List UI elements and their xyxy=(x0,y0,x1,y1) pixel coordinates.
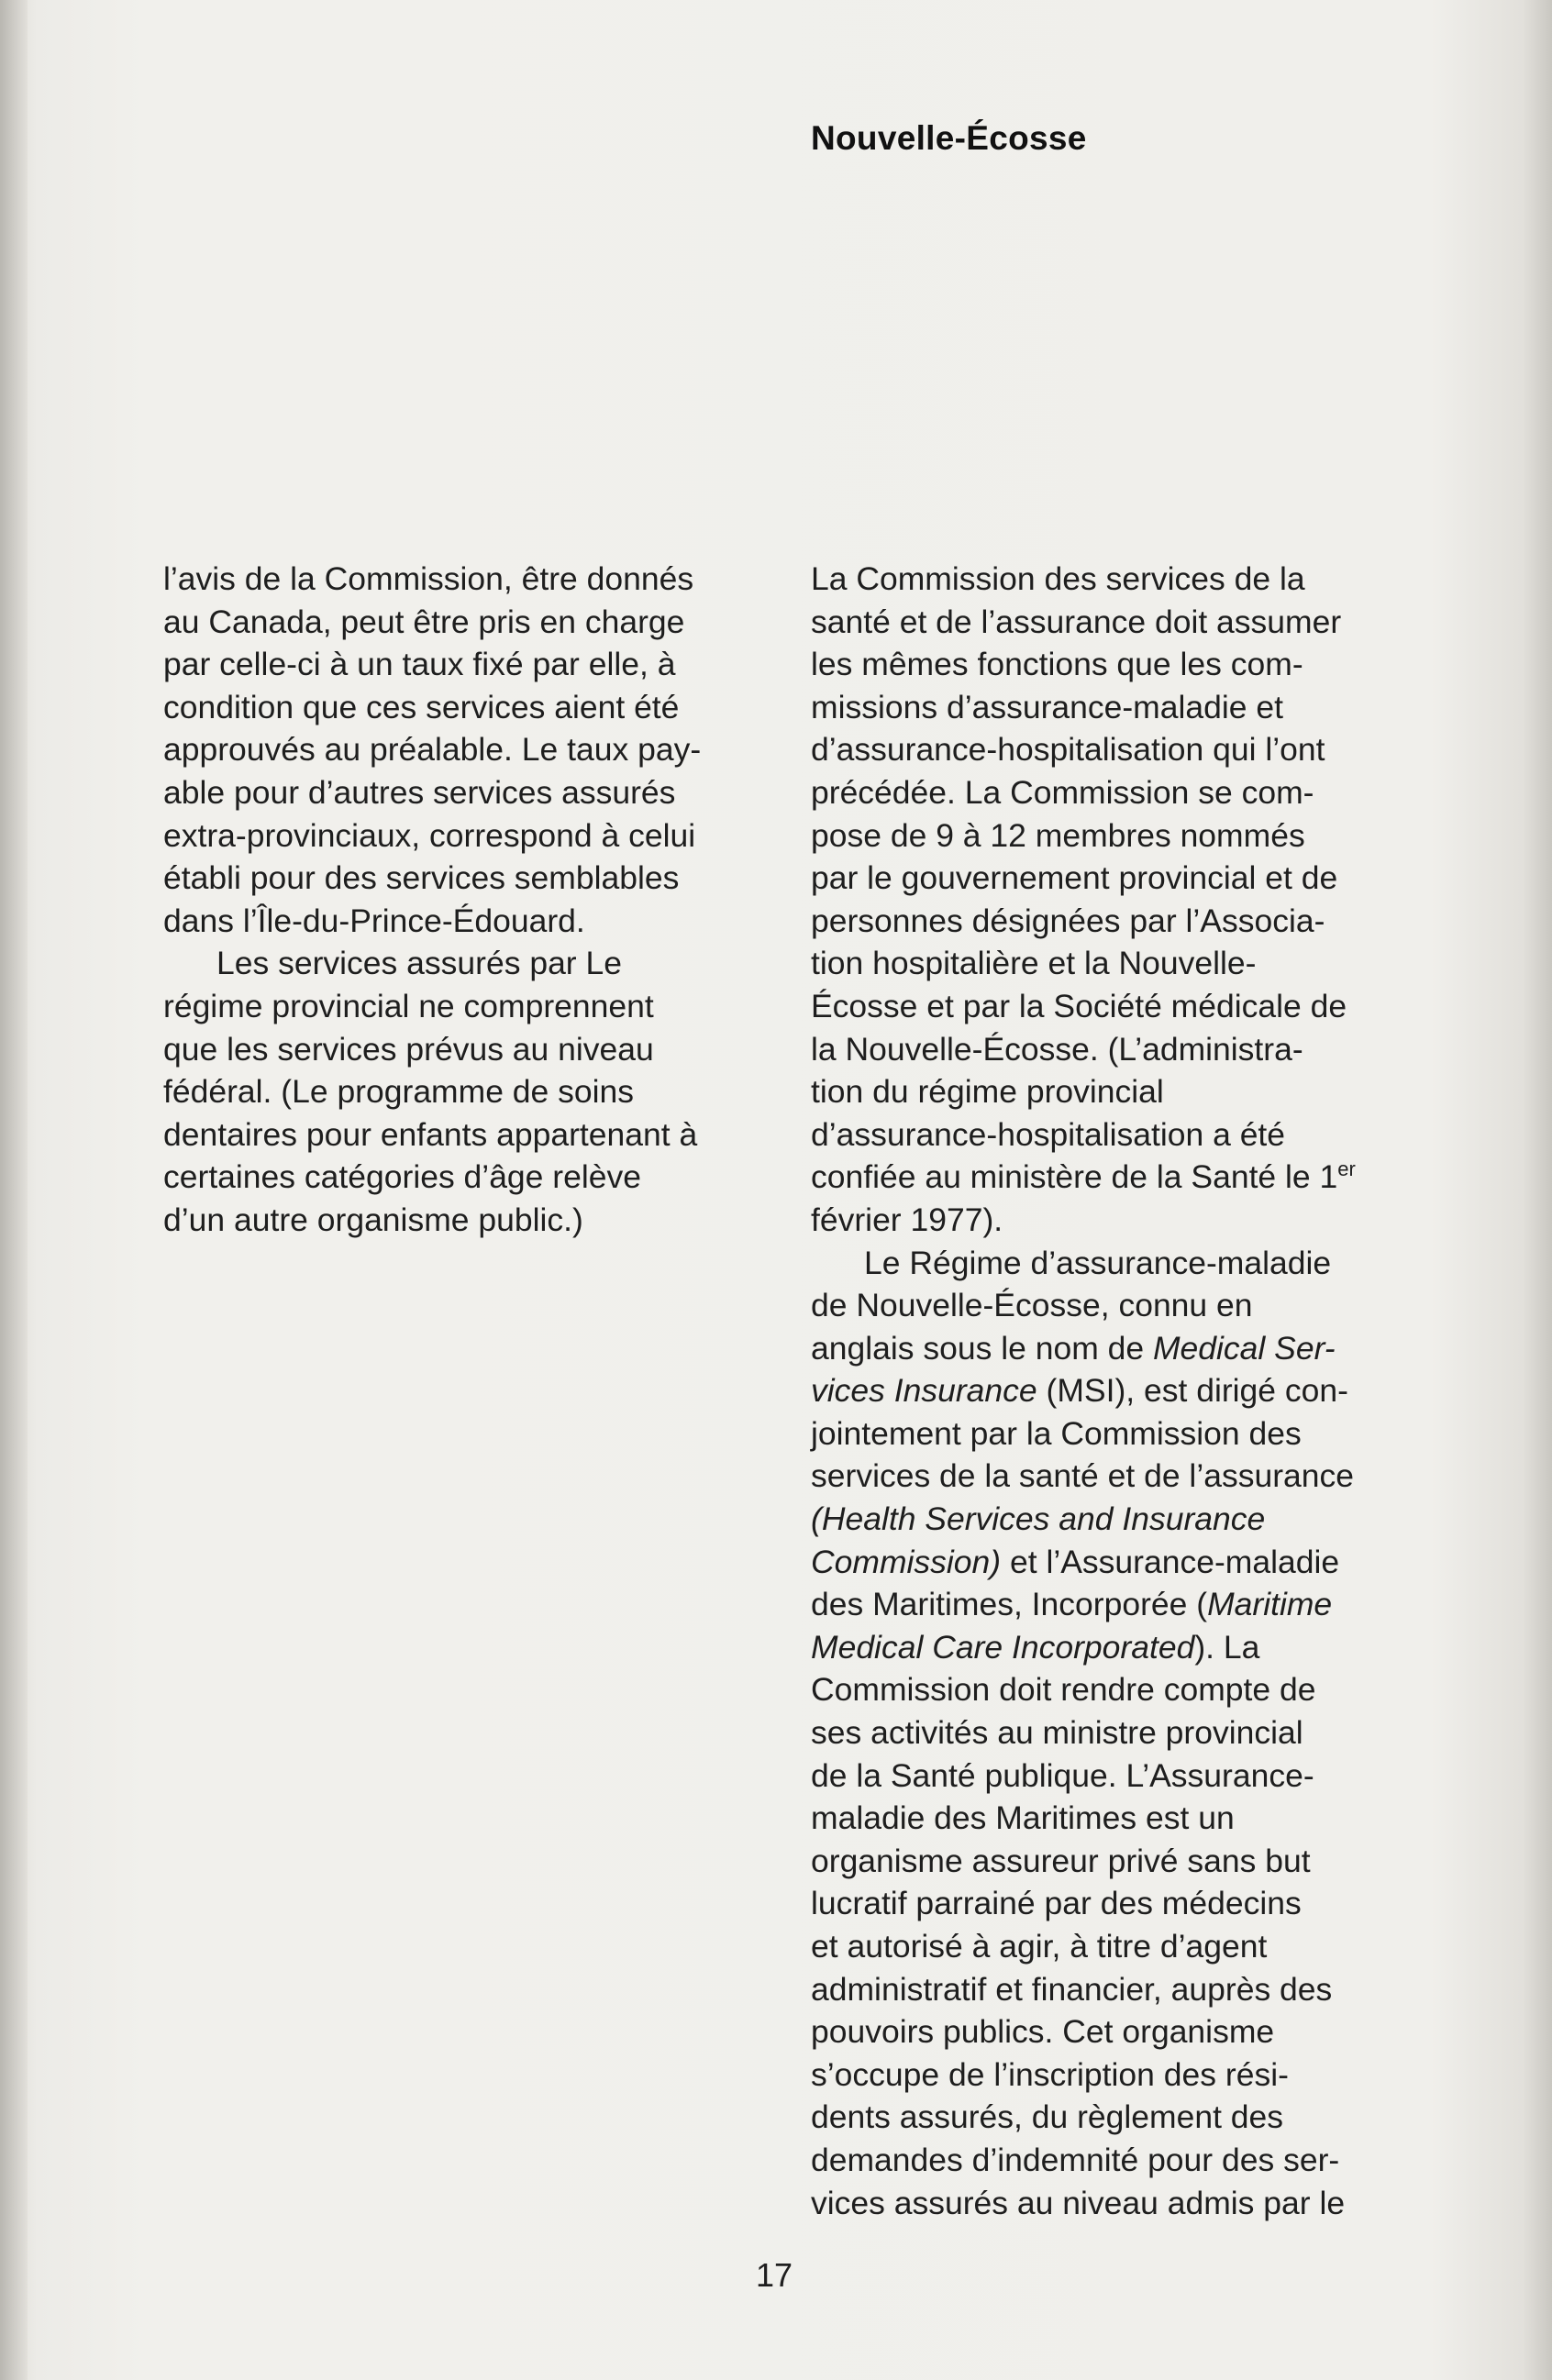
text-line: pose de 9 à 12 membres nommés xyxy=(811,816,1305,854)
italic-run: vices Insurance xyxy=(811,1372,1037,1410)
text-line: organisme assureur privé sans but xyxy=(811,1842,1311,1879)
text-line: dents assurés, du règlement des xyxy=(811,2098,1284,2136)
text-line: établi pour des services semblables xyxy=(163,859,680,897)
right-text-column xyxy=(811,558,1444,2224)
text-line: dentaires pour enfants appartenant à xyxy=(163,1115,698,1153)
text-line: vices assurés au niveau admis par le xyxy=(811,2184,1346,2221)
page-header-title: Nouvelle-Écosse xyxy=(811,119,1087,157)
text-run: anglais sous le nom de xyxy=(811,1329,1153,1367)
text-line: pouvoirs publics. Cet organisme xyxy=(811,2013,1275,2051)
text-line: régime provincial ne comprennent xyxy=(163,987,654,1024)
text-run: des Maritimes, Incorporée ( xyxy=(811,1586,1208,1623)
text-line: d’assurance-hospitalisation a été xyxy=(811,1115,1286,1153)
text-line: tion du régime provincial xyxy=(811,1073,1164,1111)
text-line: l’avis de la Commission, être donnés xyxy=(163,560,694,597)
text-line: maladie des Maritimes est un xyxy=(811,1799,1235,1837)
text-line: missions d’assurance-maladie et xyxy=(811,688,1283,725)
text-run: ). La xyxy=(1194,1628,1260,1666)
text-line: de la Santé publique. L’Assurance- xyxy=(811,1756,1314,1794)
text-line: et autorisé à agir, à titre d’agent xyxy=(811,1928,1268,1965)
superscript-er: er xyxy=(1337,1157,1356,1181)
text-line xyxy=(811,1583,1444,1626)
text-line: La Commission des services de la xyxy=(811,560,1305,597)
text-line: les mêmes fonctions que les com- xyxy=(811,646,1303,683)
italic-run: Commission) xyxy=(811,1543,1002,1580)
text-line: condition que ces services aient été xyxy=(163,688,680,725)
text-line: fédéral. (Le programme de soins xyxy=(163,1073,635,1111)
text-line: de Nouvelle-Écosse, connu en xyxy=(811,1287,1253,1324)
text-line: Écosse et par la Société médicale de xyxy=(811,987,1347,1024)
text-line: février 1977). xyxy=(811,1201,1003,1238)
text-line xyxy=(811,1541,1444,1584)
italic-run: Medical Ser- xyxy=(1152,1329,1336,1367)
text-line: jointement par la Commission des xyxy=(811,1414,1302,1452)
page-number: 17 xyxy=(756,2256,793,2294)
text-line xyxy=(811,1369,1444,1412)
text-line: Le Régime d’assurance-maladie xyxy=(864,1244,1332,1281)
text-line: Les services assurés par Le xyxy=(216,945,622,982)
text-line: able pour d’autres services assurés xyxy=(163,773,676,811)
text-run: et l’Assurance-maladie xyxy=(1001,1543,1340,1580)
text-line: au Canada, peut être pris en charge xyxy=(163,603,685,640)
text-line: ses activités au ministre provincial xyxy=(811,1714,1303,1752)
italic-run: Maritime xyxy=(1207,1586,1333,1623)
text-line: d’un autre organisme public.) xyxy=(163,1201,583,1238)
text-line: s’occupe de l’inscription des rési- xyxy=(811,2055,1289,2093)
page-spine-shadow xyxy=(0,0,28,2380)
text-run: (MSI), est dirigé con- xyxy=(1037,1372,1348,1410)
left-text-column xyxy=(163,558,769,1242)
text-line: personnes désignées par l’Associa- xyxy=(811,902,1325,939)
text-line: la Nouvelle-Écosse. (L’administra- xyxy=(811,1030,1303,1068)
text-line: lucratif parrainé par des médecins xyxy=(811,1885,1302,1922)
text-line xyxy=(811,1327,1444,1370)
text-line: par celle-ci à un taux fixé par elle, à xyxy=(163,646,676,683)
italic-run: Medical Care Incorporated xyxy=(811,1628,1195,1666)
text-line: que les services prévus au niveau xyxy=(163,1030,654,1068)
text-line xyxy=(811,1156,1444,1199)
text-line: par le gouvernement provincial et de xyxy=(811,859,1338,897)
text-line: services de la santé et de l’assurance xyxy=(811,1457,1354,1495)
text-line: dans l’Île-du-Prince-Édouard. xyxy=(163,902,585,939)
text-line: (Health Services and Insurance xyxy=(811,1500,1266,1538)
text-line: certaines catégories d’âge relève xyxy=(163,1158,641,1196)
text-line: extra-provinciaux, correspond à celui xyxy=(163,816,696,854)
text-line: d’assurance-hospitalisation qui l’ont xyxy=(811,731,1325,769)
text-line: approuvés au préalable. Le taux pay- xyxy=(163,731,702,769)
text-line xyxy=(811,1626,1444,1669)
text-line: demandes d’indemnité pour des ser- xyxy=(811,2141,1340,2178)
text-line: Commission doit rendre compte de xyxy=(811,1671,1316,1709)
text-line: tion hospitalière et la Nouvelle- xyxy=(811,945,1257,982)
text-line: santé et de l’assurance doit assumer xyxy=(811,603,1342,640)
text-line: précédée. La Commission se com- xyxy=(811,773,1314,811)
text-run: confiée au ministère de la Santé le 1 xyxy=(811,1158,1338,1196)
text-line: administratif et financier, auprès des xyxy=(811,1970,1333,2008)
